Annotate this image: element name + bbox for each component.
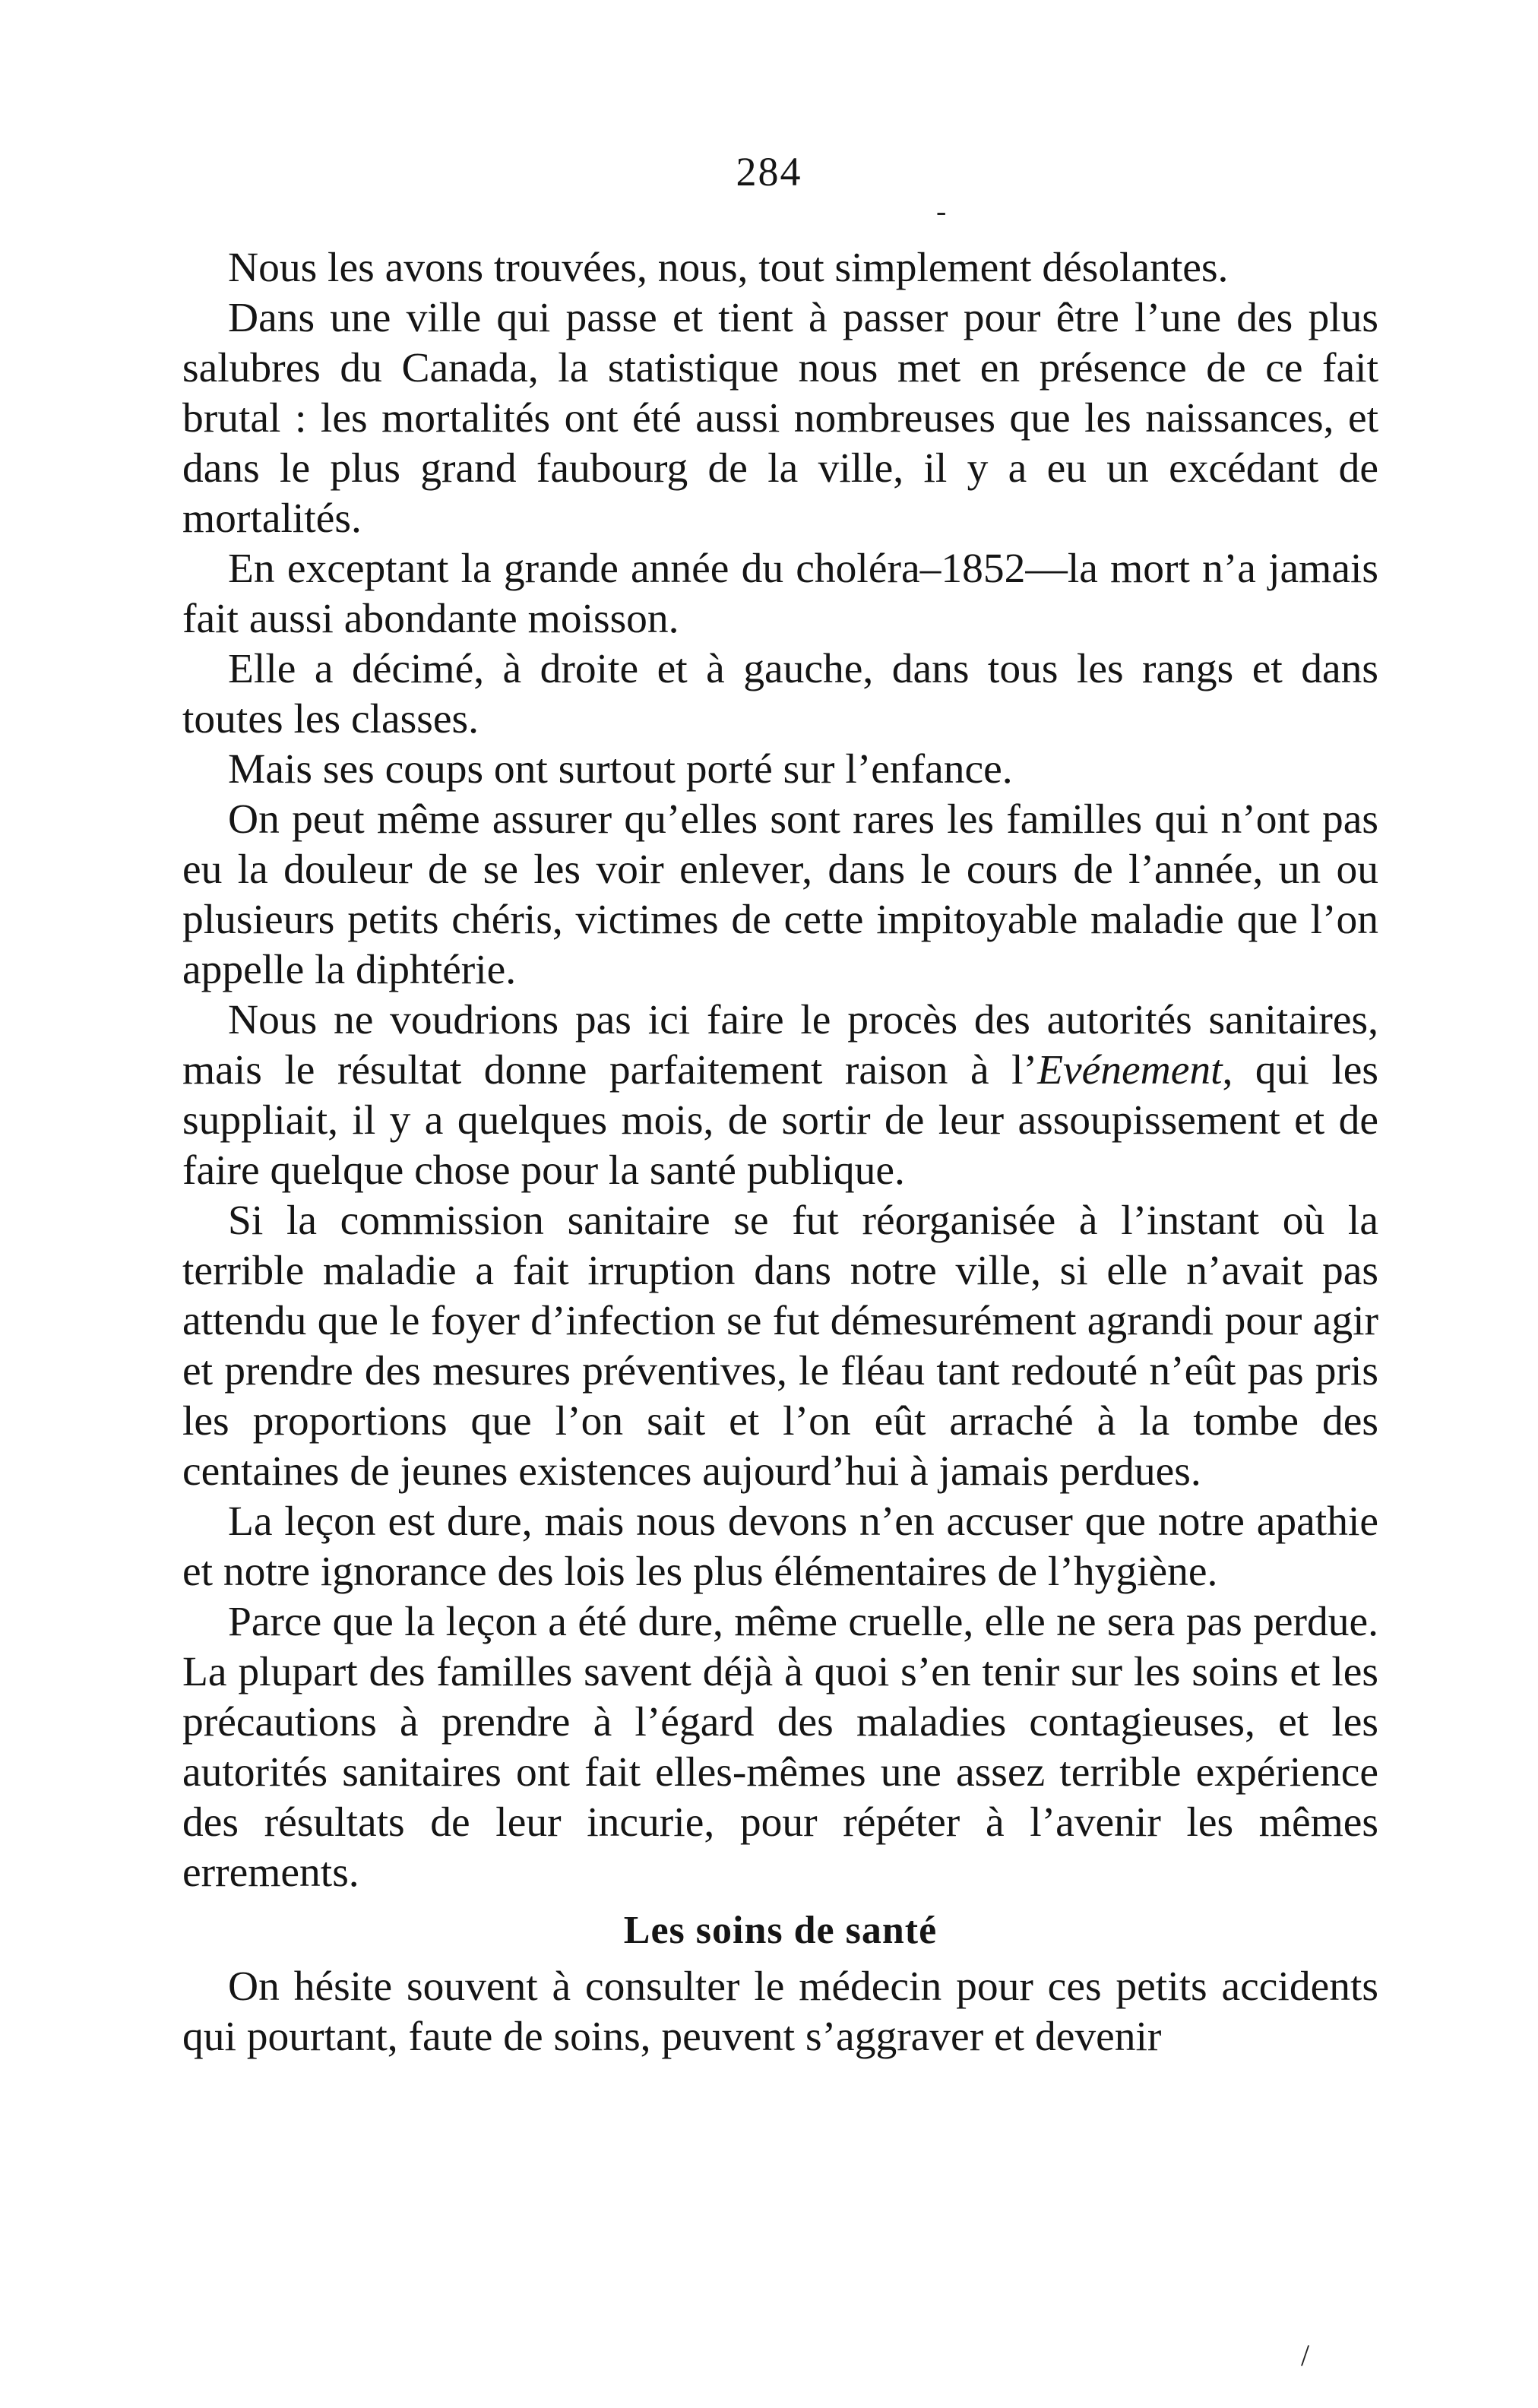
body-text (182, 243, 1378, 2062)
section-heading: Les soins de santé (623, 1909, 938, 1952)
paragraph-4: Elle a décimé, à droite et à gauche, dans tous les rangs et dans toutes les classes. (182, 646, 1378, 742)
paragraph-5: Mais ses coups ont surtout porté sur l’enfance. (228, 746, 1013, 793)
paragraph-8: Si la commission sanitaire se fut réorganisée à l’instant où la terrible maladie a fait irruption dans notre ville, si elle n’avait pas attendu que le foyer d’infection se fut démesurément agrandi pour agir et prendre des mesures préventives, le fléau tant redouté n’eût pas pris les proportions que l’on sait et l’on eût arraché à la tombe des centaines de jeunes existences aujourd’hui à jamais perdues. (182, 1198, 1378, 1495)
paragraph-10: Parce que la leçon a été dure, même cruelle, elle ne sera pas perdue. La plupart des familles savent déjà à quoi s’en tenir sur les soins et les précautions à prendre à l’égard des maladies contagieuses, et les autorités sanitaires ont fait elles-mêmes une assez terrible expérience des résultats de leur incurie, pour répéter à l’avenir les mêmes errements. (182, 1599, 1378, 1896)
paragraph-2: Dans une ville qui passe et tient à passer pour être l’une des plus salubres du Canada, la statistique nous met en présence de ce fait brutal : les mortalités ont été aussi nombreuses que les naissances, et dans le plus grand faubourg de la ville, il y a eu un excédant de mortalités. (182, 295, 1378, 542)
newspaper-title: Evénement (1037, 1047, 1223, 1093)
paragraph-3: En exceptant la grande année du choléra–1852—la mort n’a jamais fait aussi abondante moisson. (182, 546, 1378, 642)
page-number: 284 (736, 149, 802, 195)
paragraph-7 (182, 995, 1378, 1196)
paragraph-9: La leçon est dure, mais nous devons n’en accuser que notre apathie et notre ignorance des lois les plus élémentaires de l’hygiène. (182, 1498, 1378, 1595)
section-paragraph: On hésite souvent à consulter le médecin pour ces petits accidents qui pourtant, faute de soins, peuvent s’aggraver et devenir (182, 1963, 1378, 2060)
paragraph-1: Nous les avons trouvées, nous, tout simplement désolantes. (228, 245, 1229, 291)
paragraph-7-end: , qui les suppliait, il y a quelques mois, de sortir de leur assoupissement et de faire quelque chose pour la santé publique. (182, 1047, 1378, 1194)
paragraph-7-start: Nous ne voudrions pas ici faire le procès des autorités sanitaires, mais le résultat donne parfaitement raison à l’ (182, 997, 1378, 1093)
paragraph-6: On peut même assurer qu’elles sont rares les familles qui n’ont pas eu la douleur de se les voir enlever, dans le cours de l’année, un ou plusieurs petits chéris, victimes de cette impitoyable maladie que l’on appelle la diphtérie. (182, 796, 1378, 993)
stray-mark-top: - (936, 194, 947, 228)
stray-mark-bottom: / (1301, 2338, 1310, 2372)
